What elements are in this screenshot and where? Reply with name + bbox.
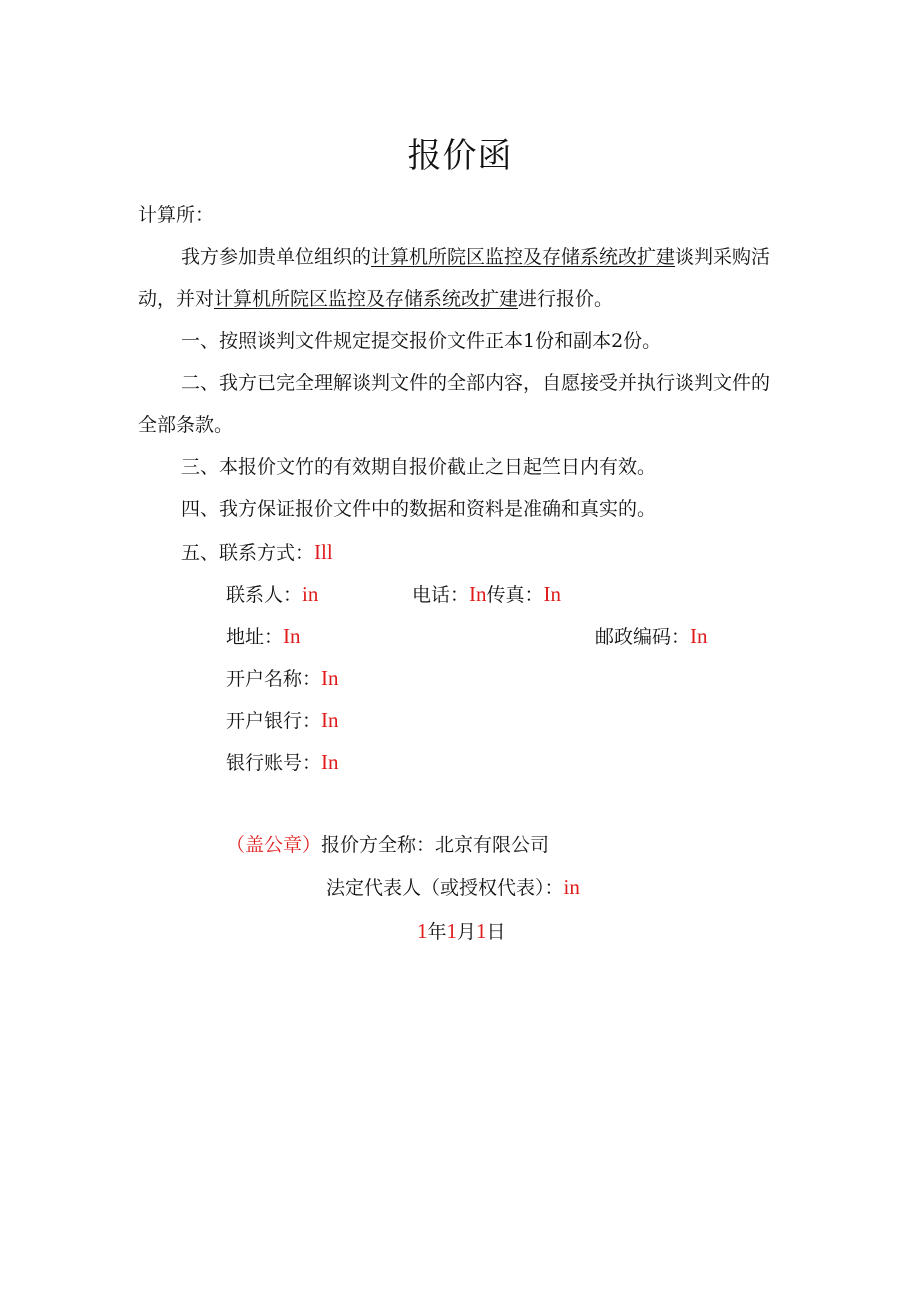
- intro-text: 进行报价。: [518, 288, 614, 310]
- fax-value: In: [543, 582, 562, 606]
- clause-three: 三、本报价文竹的有效期自报价截止之日起竺日内有效。: [181, 456, 657, 478]
- contact-heading-value: Ill: [314, 540, 333, 564]
- representative-line: [326, 873, 580, 902]
- account-number: [226, 748, 339, 777]
- contact-person-value: in: [302, 582, 319, 606]
- address: [226, 622, 301, 651]
- date-year-unit: 年: [427, 921, 447, 943]
- clause-two: 二、我方已完全理解谈判文件的全部内容，自愿接受并执行谈判文件的: [181, 372, 771, 394]
- project-name: 计算机所院区监控及存储系统改扩建: [371, 246, 676, 268]
- bank: [226, 706, 339, 735]
- intro-text: 我方参加贵单位组织的: [181, 246, 372, 268]
- intro-line-2: [138, 285, 613, 313]
- clause-two-continued: 全部条款。: [138, 414, 234, 436]
- phone-label: 电话：: [412, 584, 470, 606]
- account-name-value: In: [321, 666, 339, 690]
- clause-one: 一、按照谈判文件规定提交报价文件正本1份和副本2份。: [181, 330, 662, 352]
- contact-person: [226, 580, 318, 609]
- account-number-label: 银行账号：: [226, 752, 322, 774]
- account-name: [226, 664, 339, 693]
- document-title: 报价函: [407, 136, 513, 176]
- representative-value: in: [563, 875, 580, 899]
- project-name: 计算机所院区监控及存储系统改扩建: [214, 288, 519, 310]
- date-year: 1: [417, 919, 428, 943]
- bank-label: 开户银行：: [226, 710, 322, 732]
- intro-text: 动，并对: [138, 288, 215, 310]
- date-day-unit: 日: [486, 921, 506, 943]
- intro-line-1: [181, 243, 770, 271]
- account-name-label: 开户名称：: [226, 668, 322, 690]
- date-month-unit: 月: [457, 921, 477, 943]
- salutation: 计算所：: [138, 204, 215, 226]
- bank-value: In: [321, 708, 339, 732]
- address-value: In: [283, 624, 301, 648]
- postcode-value: In: [690, 624, 708, 648]
- account-number-value: In: [321, 750, 339, 774]
- contact-person-label: 联系人：: [226, 584, 303, 606]
- address-label: 地址：: [226, 626, 284, 648]
- contact-heading-label: 五、联系方式：: [181, 542, 315, 564]
- bidder-name: 报价方全称：北京有限公司: [321, 834, 550, 856]
- phone-fax: [412, 580, 561, 609]
- representative-label: 法定代表人（或授权代表）：: [326, 877, 564, 899]
- seal-note: （盖公章）: [226, 834, 322, 856]
- postcode-label: 邮政编码：: [595, 626, 691, 648]
- contact-heading: [181, 538, 333, 567]
- fax-label: 传真：: [486, 584, 544, 606]
- bidder-line: [226, 831, 549, 859]
- postcode: [595, 622, 708, 651]
- date-month: 1: [446, 919, 458, 943]
- date-line: [417, 917, 506, 946]
- clause-four: 四、我方保证报价文件中的数据和资料是准确和真实的。: [181, 498, 657, 520]
- intro-text: 谈判采购活: [675, 246, 771, 268]
- phone-value: In: [469, 582, 487, 606]
- date-day: 1: [476, 919, 487, 943]
